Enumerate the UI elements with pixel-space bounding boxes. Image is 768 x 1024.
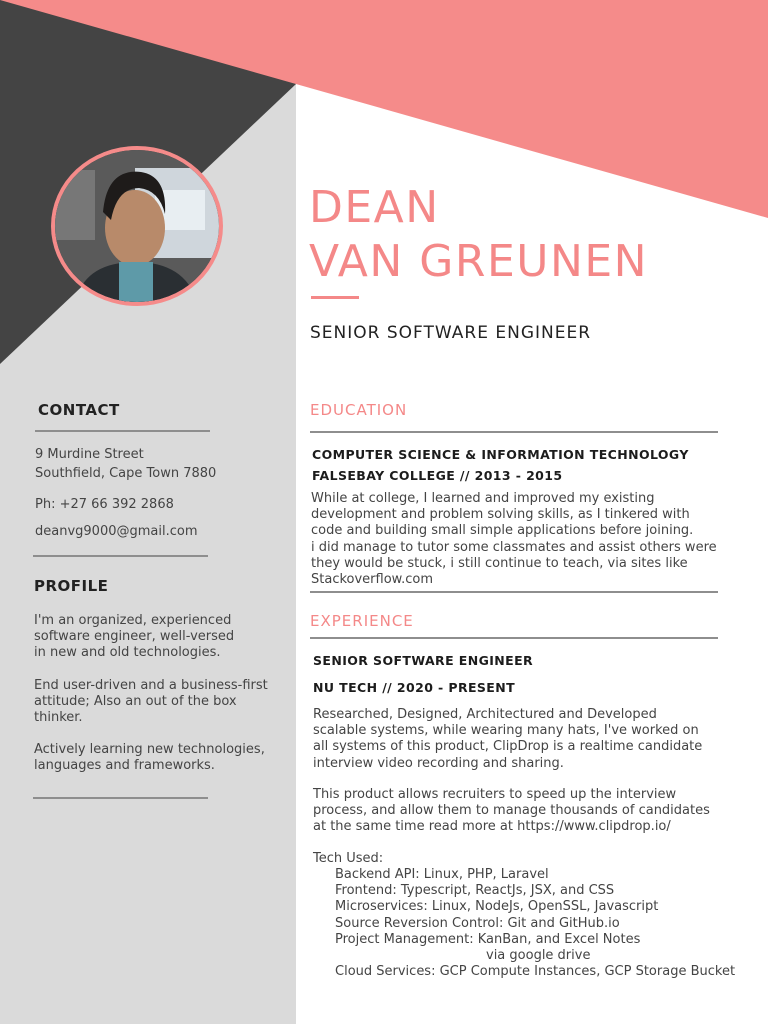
experience-company: NU TECH // 2020 - PRESENT [313, 680, 516, 695]
profile-divider [33, 797, 208, 799]
education-heading: EDUCATION [310, 401, 408, 419]
experience-role: SENIOR SOFTWARE ENGINEER [313, 653, 534, 668]
address-line2: Southfield, Cape Town 7880 [35, 466, 217, 481]
education-degree: COMPUTER SCIENCE & INFORMATION TECHNOLOGY [312, 447, 689, 462]
contact-divider [35, 430, 210, 432]
first-name: DEAN [309, 182, 440, 233]
avatar [51, 146, 223, 306]
experience-paragraph-1: Researched, Designed, Architectured and Developed scalable systems, while wearing many hats, I've worked on all systems of this product, ClipDrop is a realtime candidate interview video recording and sharing. [313, 707, 703, 771]
experience-heading: EXPERIENCE [310, 612, 414, 630]
last-name: VAN GREUNEN [309, 236, 649, 287]
profile-paragraph-3: Actively learning new technologies, languages and frameworks. [34, 742, 265, 774]
phone: Ph: +27 66 392 2868 [35, 497, 174, 512]
education-description: While at college, I learned and improved my existing development and problem solving skills, as I tinkered with code and building small simple applications before joining. i did manage to tutor some classmates and assist others were they would be stuck, i still continue to teach, via sites like Stackoverflow.com [311, 491, 717, 588]
tech-heading: Tech Used: [313, 851, 384, 866]
education-divider [310, 431, 718, 433]
email[interactable]: deanvg9000@gmail.com [35, 524, 198, 539]
profile-photo [55, 150, 219, 302]
profile-heading: PROFILE [34, 577, 109, 595]
contact-bottom-divider [33, 555, 208, 557]
education-school: FALSEBAY COLLEGE // 2013 - 2015 [312, 468, 563, 483]
contact-heading: CONTACT [38, 401, 120, 419]
job-title: SENIOR SOFTWARE ENGINEER [310, 323, 592, 343]
title-underline [311, 296, 359, 299]
address-line1: 9 Murdine Street [35, 447, 144, 462]
tech-list: Backend API: Linux, PHP, Laravel Frontend: Typescript, ReactJs, JSX, and CSS Microservices: Linux, NodeJs, OpenSSL, Javascript Source Reversion Control: Git and GitHub.io Project Management: KanBan, and Excel Notes via google drive Cloud Services: GCP Compute Instances, GCP Storage Bucket [335, 867, 736, 980]
experience-divider [310, 637, 718, 639]
profile-paragraph-2: End user-driven and a business-first attitude; Also an out of the box thinker. [34, 678, 268, 726]
education-bottom-divider [310, 591, 718, 593]
experience-paragraph-2: This product allows recruiters to speed up the interview process, and allow them to manage thousands of candidates at the same time read more at https://www.clipdrop.io/ [313, 787, 710, 835]
profile-paragraph-1: I'm an organized, experienced software engineer, well-versed in new and old technologies. [34, 613, 235, 661]
